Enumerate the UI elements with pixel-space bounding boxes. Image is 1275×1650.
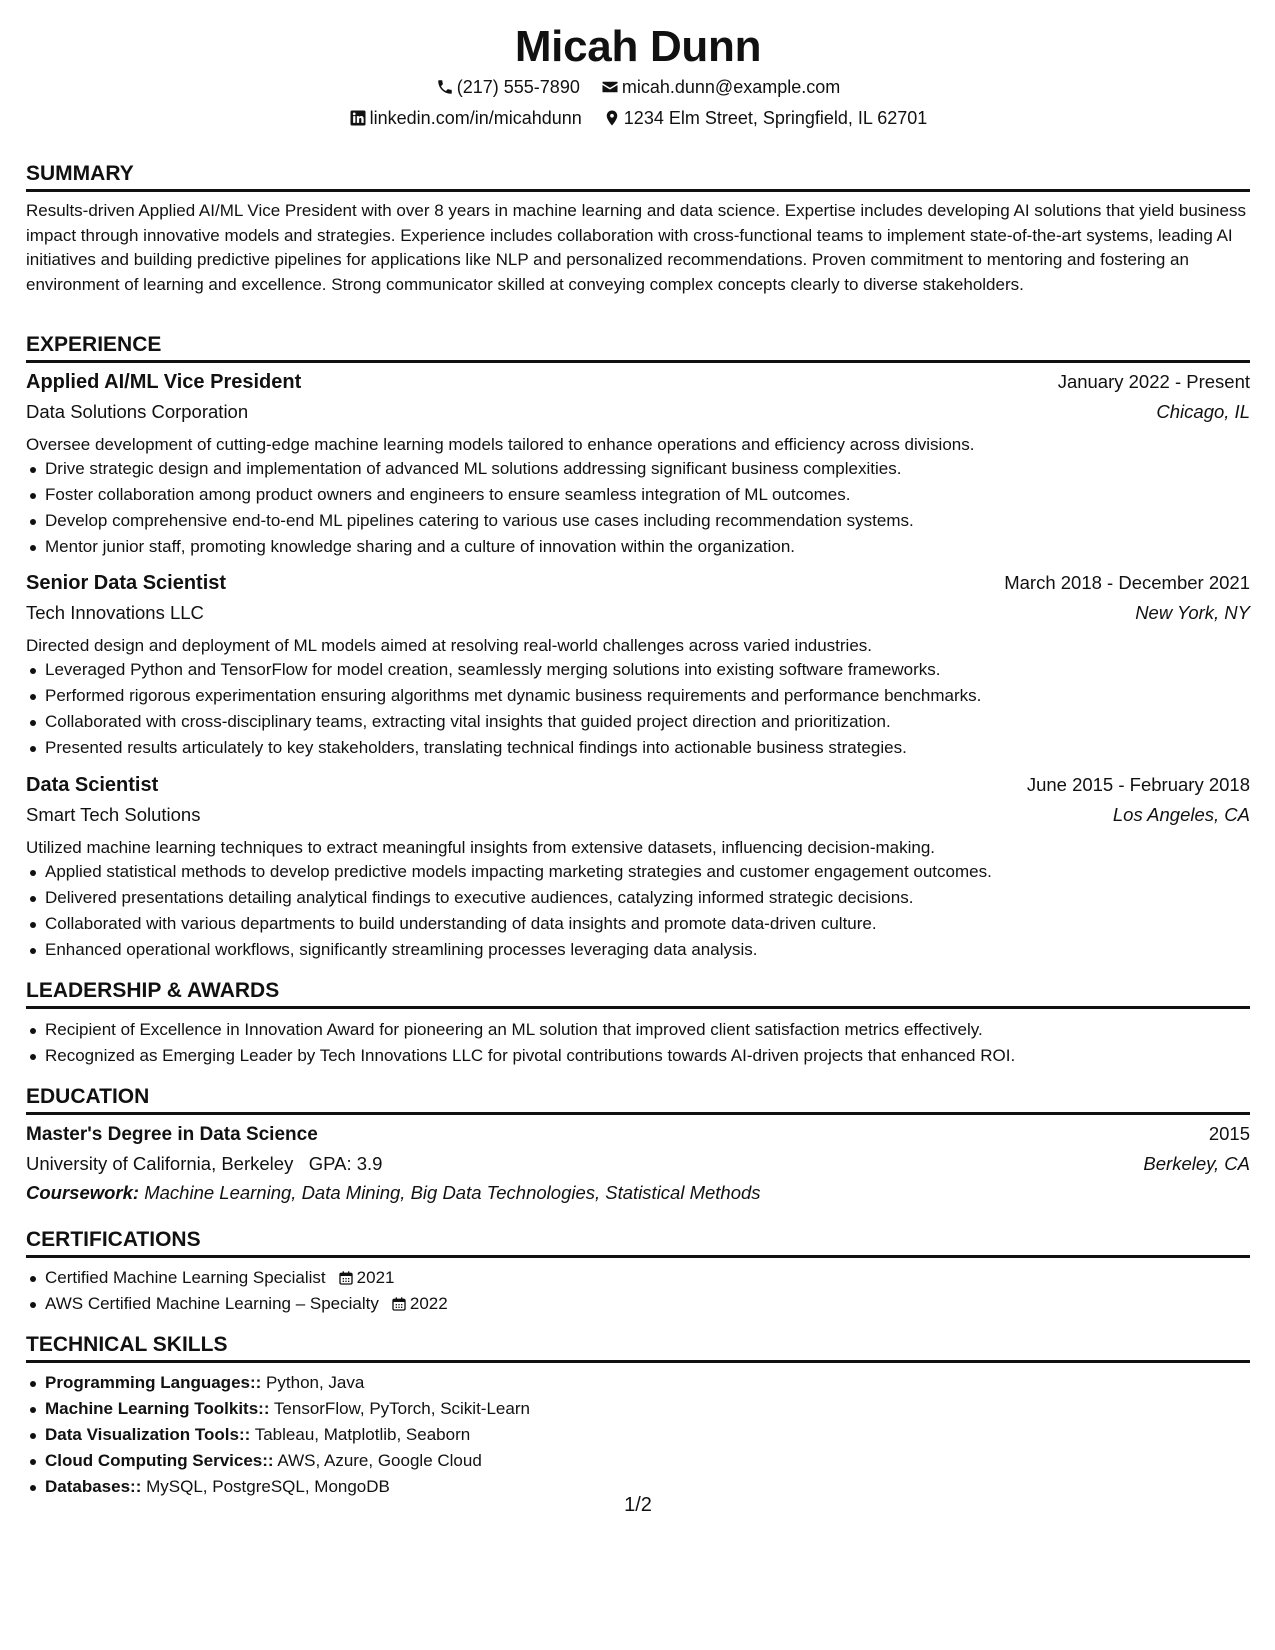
job-dates: March 2018 - December 2021 bbox=[1004, 572, 1250, 593]
list-item: Recognized as Emerging Leader by Tech Innovations LLC for pivotal contributions towards AI-driven projects that enhanced ROI. bbox=[26, 1043, 1015, 1069]
phone-icon bbox=[436, 78, 454, 96]
list-item bbox=[26, 1448, 530, 1474]
map-marker-icon bbox=[603, 109, 621, 127]
school-line bbox=[26, 1151, 382, 1177]
degree-title: Master's Degree in Data Science bbox=[26, 1124, 318, 1145]
address-item bbox=[603, 106, 928, 130]
list-item: Mentor junior staff, promoting knowledge sharing and a culture of innovation within the organization. bbox=[26, 534, 914, 560]
calendar-icon bbox=[338, 1270, 354, 1286]
summary-heading: SUMMARY bbox=[26, 160, 1250, 192]
job-dates: January 2022 - Present bbox=[1057, 371, 1250, 392]
skills-list bbox=[26, 1370, 530, 1500]
list-item: Recipient of Excellence in Innovation Award for pioneering an ML solution that improved client satisfaction metrics effectively. bbox=[26, 1017, 1015, 1043]
skills-heading: TECHNICAL SKILLS bbox=[26, 1331, 1250, 1363]
cert-name: AWS Certified Machine Learning – Specialty bbox=[45, 1294, 379, 1313]
skill-values: Python, Java bbox=[266, 1373, 365, 1392]
job-title: Applied AI/ML Vice President bbox=[26, 371, 302, 393]
certifications-list bbox=[26, 1265, 448, 1317]
job-location: Los Angeles, CA bbox=[1112, 804, 1250, 825]
school-location: Berkeley, CA bbox=[1143, 1153, 1250, 1174]
experience-heading: EXPERIENCE bbox=[26, 331, 1250, 363]
skill-category: Machine Learning Toolkits:: bbox=[45, 1399, 270, 1418]
coursework-list: Machine Learning, Data Mining, Big Data Technologies, Statistical Methods bbox=[144, 1182, 761, 1203]
linkedin-link[interactable]: linkedin.com/in/micahdunn bbox=[369, 108, 582, 128]
list-item: Performed rigorous experimentation ensuring algorithms met dynamic business requirements and performance benchmarks. bbox=[26, 683, 981, 709]
list-item: Collaborated with cross-disciplinary teams, extracting vital insights that guided project direction and prioritization. bbox=[26, 709, 981, 735]
contact-row-1 bbox=[26, 75, 1250, 102]
job-company: Data Solutions Corporation bbox=[26, 401, 249, 422]
list-item: Develop comprehensive end-to-end ML pipelines catering to various use cases including recommendation systems. bbox=[26, 508, 914, 534]
calendar-icon bbox=[391, 1296, 407, 1312]
envelope-icon bbox=[601, 78, 619, 96]
job-company: Smart Tech Solutions bbox=[26, 804, 201, 825]
list-item bbox=[26, 1422, 530, 1448]
certifications-heading: CERTIFICATIONS bbox=[26, 1226, 1250, 1258]
cert-name: Certified Machine Learning Specialist bbox=[45, 1268, 326, 1287]
job-description: Oversee development of cutting-edge machine learning models tailored to enhance operations and efficiency across divisions. bbox=[26, 435, 975, 454]
job-description: Directed design and deployment of ML models aimed at resolving real-world challenges across varied industries. bbox=[26, 636, 873, 655]
list-item bbox=[26, 1265, 448, 1291]
list-item: Leveraged Python and TensorFlow for model creation, seamlessly merging solutions into existing software frameworks. bbox=[26, 657, 981, 683]
list-item: Collaborated with various departments to build understanding of data insights and promote data-driven culture. bbox=[26, 911, 992, 937]
page-indicator: 1/2 bbox=[624, 1494, 652, 1516]
leadership-list bbox=[26, 1017, 1015, 1069]
skill-values: MySQL, PostgreSQL, MongoDB bbox=[146, 1477, 390, 1496]
phone-item bbox=[436, 75, 580, 99]
list-item bbox=[26, 1291, 448, 1317]
job-title: Data Scientist bbox=[26, 774, 159, 796]
skill-category: Programming Languages:: bbox=[45, 1373, 262, 1392]
cert-year: 2022 bbox=[409, 1294, 448, 1313]
phone-number: (217) 555-7890 bbox=[456, 77, 580, 97]
skill-values: TensorFlow, PyTorch, Scikit-Learn bbox=[273, 1399, 530, 1418]
list-item: Foster collaboration among product owners and engineers to ensure seamless integration of ML outcomes. bbox=[26, 482, 914, 508]
resume-page bbox=[26, 0, 1250, 1650]
email-link[interactable]: micah.dunn@example.com bbox=[621, 77, 841, 97]
job-company: Tech Innovations LLC bbox=[26, 602, 204, 623]
list-item: Presented results articulately to key stakeholders, translating technical findings into actionable business strategies. bbox=[26, 735, 981, 761]
job-bullets bbox=[26, 456, 914, 560]
coursework-line bbox=[26, 1180, 761, 1206]
school-name: University of California, Berkeley bbox=[26, 1153, 294, 1174]
candidate-name: Micah Dunn bbox=[514, 22, 762, 71]
skill-category: Cloud Computing Services:: bbox=[45, 1451, 274, 1470]
job-description: Utilized machine learning techniques to extract meaningful insights from extensive datasets, influencing decision-making. bbox=[26, 838, 936, 857]
list-item: Applied statistical methods to develop predictive models impacting marketing strategies and customer engagement outcomes. bbox=[26, 859, 992, 885]
list-item bbox=[26, 1396, 530, 1422]
graduation-year: 2015 bbox=[1208, 1123, 1250, 1144]
summary-text: Results-driven Applied AI/ML Vice President with over 8 years in machine learning and data science. Expertise includes developing AI solutions that yield business impact through innovative models and strategies. Experience includes collaboration with cross-functional teams to implement state-of-the-art systems, leading AI initiatives and building predictive pipelines for applications like NLP and personalized recommendations. Proven commitment to mentoring and fostering an environment of learning and excellence. Strong communicator skilled at conveying complex concepts clearly to diverse stakeholders. bbox=[26, 201, 1246, 294]
coursework-label: Coursework: bbox=[26, 1182, 140, 1203]
list-item bbox=[26, 1370, 530, 1396]
job-location: Chicago, IL bbox=[1156, 401, 1250, 422]
education-heading: EDUCATION bbox=[26, 1083, 1250, 1115]
list-item: Delivered presentations detailing analytical findings to executive audiences, catalyzing informed strategic decisions. bbox=[26, 885, 992, 911]
leadership-heading: LEADERSHIP & AWARDS bbox=[26, 977, 1250, 1009]
cert-year: 2021 bbox=[356, 1268, 395, 1287]
skill-values: Tableau, Matplotlib, Seaborn bbox=[254, 1425, 471, 1444]
email-item bbox=[601, 75, 840, 99]
gpa: GPA: 3.9 bbox=[308, 1153, 383, 1174]
list-item: Drive strategic design and implementation of advanced ML solutions addressing significant business complexities. bbox=[26, 456, 914, 482]
job-location: New York, NY bbox=[1135, 602, 1250, 623]
skill-values: AWS, Azure, Google Cloud bbox=[277, 1451, 482, 1470]
linkedin-item bbox=[349, 106, 582, 130]
address-text: 1234 Elm Street, Springfield, IL 62701 bbox=[623, 108, 928, 128]
skill-category: Data Visualization Tools:: bbox=[45, 1425, 251, 1444]
job-title: Senior Data Scientist bbox=[26, 572, 227, 594]
job-bullets bbox=[26, 657, 981, 761]
contact-row-2 bbox=[26, 106, 1250, 133]
linkedin-icon bbox=[349, 109, 367, 127]
list-item: Enhanced operational workflows, significantly streamlining processes leveraging data analysis. bbox=[26, 937, 992, 963]
skill-category: Databases:: bbox=[45, 1477, 142, 1496]
job-bullets bbox=[26, 859, 992, 963]
job-dates: June 2015 - February 2018 bbox=[1026, 774, 1250, 795]
